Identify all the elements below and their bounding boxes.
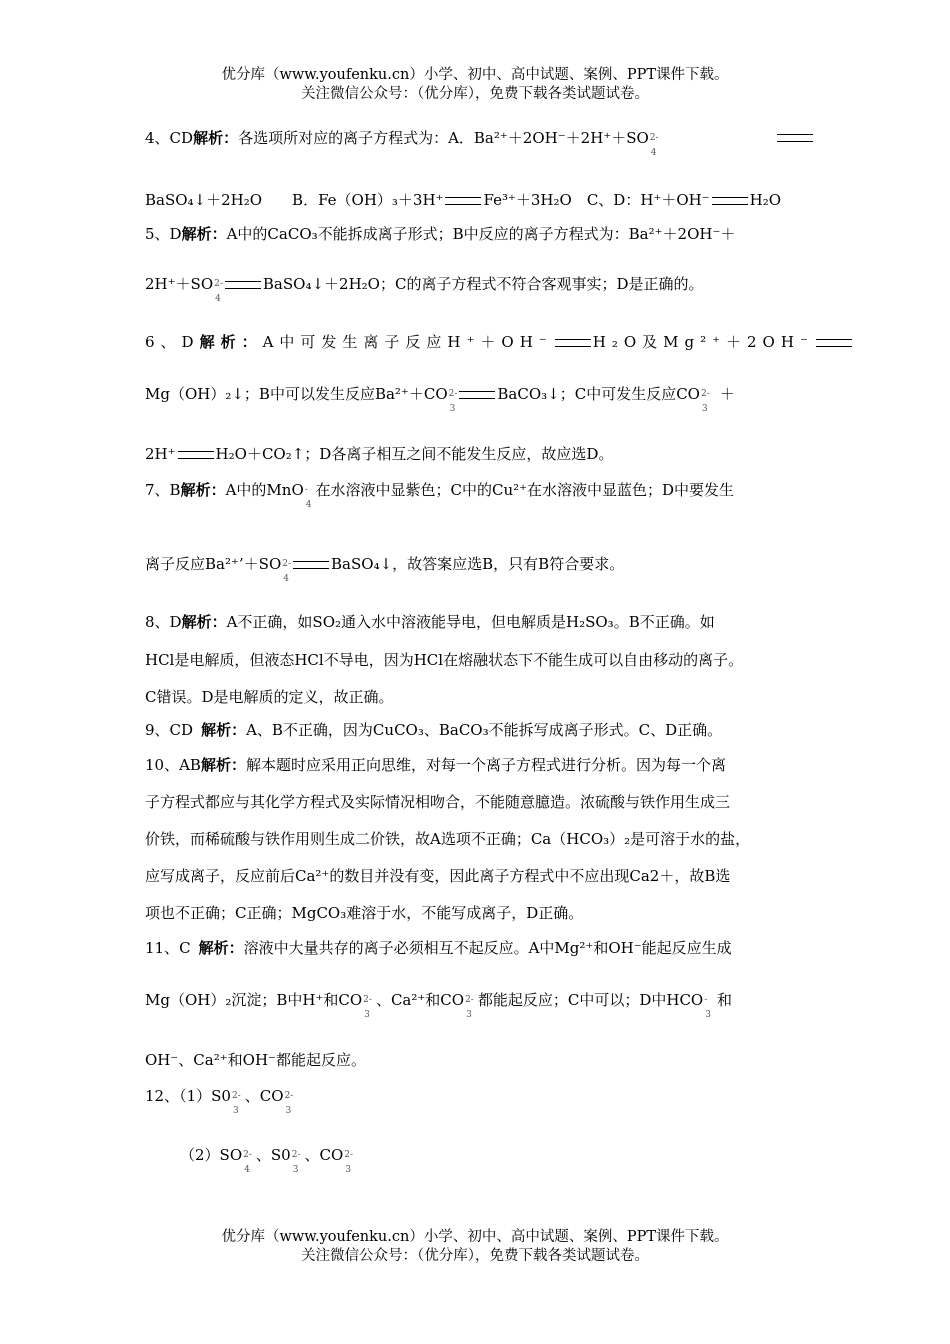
q5-line-1: 5、D解析：A中的CaCO₃不能拆成离子形式；B中反应的离子方程式为：Ba²⁺＋2OH⁻＋ (145, 225, 736, 243)
equals-sign (445, 197, 481, 205)
q10-line-1: 10、AB解析：解本题时应采用正向思维，对每一个离子方程式进行分析。因为每一个离 (145, 756, 726, 774)
q4-ion: 2- 4 (649, 133, 659, 158)
q12-ion-4: 2- 3 (291, 1150, 301, 1175)
q7-label: 解析： (180, 481, 226, 499)
q11-ion-2: 2- 3 (465, 995, 474, 1020)
header-line-1: 优分库（www.youfenku.cn）小学、初中、高中试题、案例、PPT课件下载。 (221, 67, 729, 83)
q7-line-1: 7、B解析：A中的MnO - 4 在水溶液中显紫色；C中的Cu²⁺在水溶液中显蓝色；D中要发生 (145, 481, 735, 510)
q10-label: 解析： (200, 756, 246, 774)
q7-number: 7、B (145, 481, 181, 499)
q12-ion-5: 2- 3 (344, 1150, 354, 1175)
q11-line-2: Mg（OH）₂沉淀；B中H⁺和CO 2- 3 、Ca²⁺和CO 2- 3 都能起反应；C中可以；D中HCO - 3 和 (145, 991, 732, 1020)
q6-line-3: 2H⁺ H₂O＋CO₂↑；D各离子相互之间不能发生反应，故应选D。 (145, 445, 614, 463)
equals-sign (777, 134, 813, 142)
q11-label: 解析： (198, 939, 244, 957)
q10-line-3: 价铁，而稀硫酸与铁作用则生成二价铁，故A选项不正确；Ca（HCO₃）₂是可溶于水的盐， (145, 830, 751, 848)
q10-line-2: 子方程式都应与其化学方程式及实际情况相吻合，不能随意臆造。浓硫酸与铁作用生成三 (145, 793, 731, 811)
q6-ion-2: 2- 3 (700, 389, 710, 414)
q12-ion-2: 2- 3 (284, 1091, 294, 1116)
equals-sign (712, 197, 748, 205)
q12-ion-3: 2- 4 (243, 1150, 252, 1175)
equals-sign (293, 561, 329, 569)
q7-ion: - 4 (304, 485, 312, 510)
q11-ion-3: - 3 (704, 995, 711, 1020)
q4-line-2: BaSO₄↓＋2H₂O B．Fe（OH）₃＋3H⁺ Fe³⁺＋3H₂O C、D：H⁺＋OH⁻ H₂O (145, 191, 782, 209)
q7-line-2: 离子反应Ba²⁺’＋SO 2- 4 BaSO₄↓，故答案应选B，只有B符合要求。 (145, 555, 625, 584)
q11-line-1: 11、C 解析：溶液中大量共存的离子必须相互不起反应。A中Mg²⁺和OH⁻能起反应生成 (145, 939, 732, 957)
q10-line-5: 项也不正确；C正确；MgCO₃难溶于水，不能写成离子，D正确。 (145, 904, 584, 922)
q9-line-1: 9、CD 解析：A、B不正确，因为CuCO₃、BaCO₃不能拆写成离子形式。C、D正确。 (145, 721, 723, 739)
equals-sign (555, 339, 591, 347)
q5-label: 解析： (181, 225, 227, 243)
q8-line-1: 8、D解析：A不正确，如SO₂通入水中溶液能导电，但电解质是H₂SO₃。B不正确。如 (145, 613, 715, 631)
q6-number: 6、D (145, 333, 200, 351)
q8-number: 8、D (145, 613, 182, 631)
q9-label: 解析： (201, 721, 247, 739)
q10-line-4: 应写成离子，反应前后Ca²⁺的数目并没有变，因此离子方程式中不应出现Ca2＋，故B选 (145, 867, 731, 885)
footer-line-1: 优分库（www.youfenku.cn）小学、初中、高中试题、案例、PPT课件下载。 (221, 1229, 729, 1245)
q9-number: 9、CD (145, 721, 194, 739)
equals-sign (459, 391, 495, 399)
q12-line-1: 12、（1）S0 2- 3 、CO 2- 3 (145, 1087, 294, 1116)
q6-ion-1: 2- 3 (448, 389, 458, 414)
answer-body (145, 0, 820, 1344)
q5-line-2: 2H⁺＋SO 2- 4 BaSO₄↓＋2H₂O；C的离子方程式不符合客观事实；D是正确的。 (145, 275, 704, 304)
q10-number: 10、AB (145, 756, 201, 774)
q8-line-3: C错误。D是电解质的定义，故正确。 (145, 688, 394, 706)
q8-line-2: HCl是电解质，但液态HCl不导电，因为HCl在熔融状态下不能生成可以自由移动的离子。 (145, 651, 744, 669)
q5-number: 5、D (145, 225, 182, 243)
equals-sign (816, 339, 852, 347)
q12-ion-1: 2- 3 (231, 1091, 241, 1116)
q4-label: 解析： (193, 129, 239, 147)
q4-line-1 (145, 128, 659, 158)
q8-label: 解析： (181, 613, 227, 631)
q6-label: 解析： (199, 333, 263, 351)
q11-ion-1: 2- 3 (363, 995, 372, 1020)
header-line-2: 关注微信公众号：（优分库），免费下载各类试题试卷。 (301, 86, 649, 102)
footer-line-2: 关注微信公众号：（优分库），免费下载各类试题试卷。 (301, 1248, 649, 1264)
page-footer (0, 1228, 950, 1266)
q5-ion: 2- 4 (214, 279, 223, 304)
equals-sign (178, 451, 214, 459)
q4-number: 4、CD (145, 129, 194, 147)
q6-line-1: 6、D解析：A中可发生离子反应H⁺＋OH⁻ H₂O及Mg²⁺＋2OH⁻ (145, 332, 854, 352)
q6-line-2: Mg（OH）₂↓；B中可以发生反应Ba²⁺＋CO 2- 3 BaCO₃↓；C中可发生反应CO 2- 3 ＋ (145, 385, 735, 414)
q7-ion-2: 2- 4 (282, 559, 292, 584)
q12-number: 12、（1）S0 (145, 1087, 231, 1105)
q11-number: 11、C (145, 939, 191, 957)
q11-line-3: OH⁻、Ca²⁺和OH⁻都能起反应。 (145, 1051, 366, 1069)
q4-text: 各选项所对应的离子方程式为：A．Ba²⁺＋2OH⁻＋2H⁺＋SO (238, 129, 649, 147)
q12-line-2: （2）SO 2- 4 、S0 2- 3 、CO 2- 3 (180, 1146, 354, 1175)
equals-sign (225, 281, 261, 289)
